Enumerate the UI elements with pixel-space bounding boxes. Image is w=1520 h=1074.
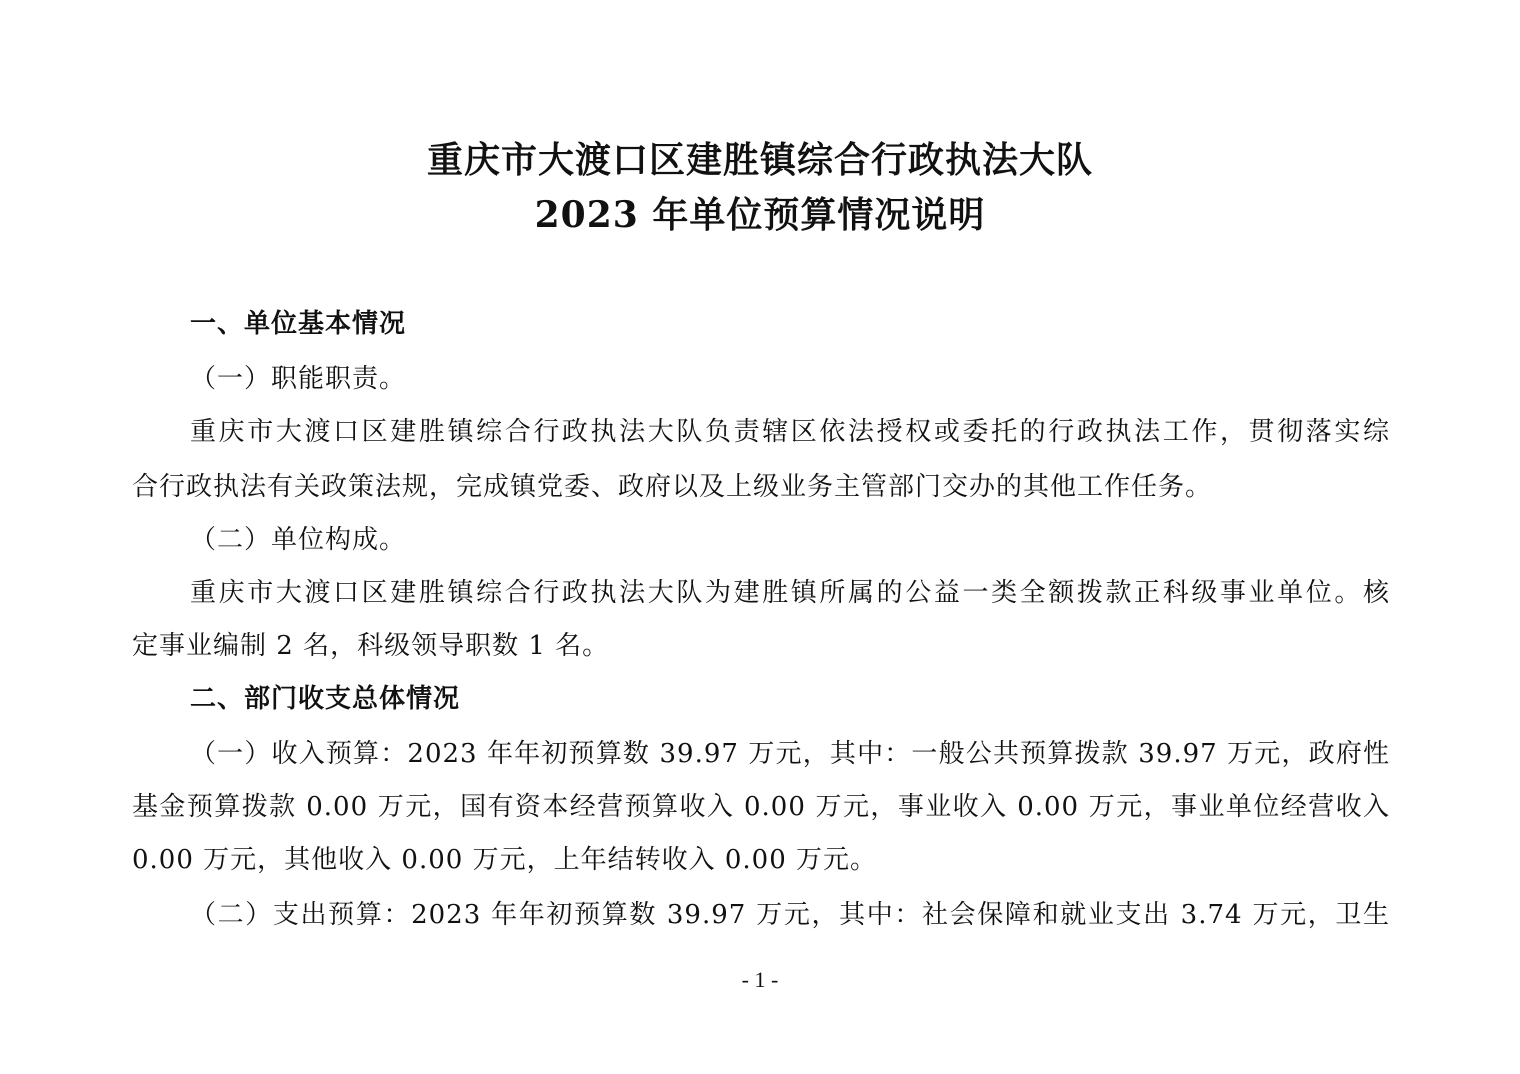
section-heading-budget-overview: 二、部门收支总体情况: [190, 684, 461, 714]
document-title-line-2: 2023 年单位预算情况说明: [534, 194, 986, 236]
paragraph-composition-line-2: 定事业编制 2 名，科级领导职数 1 名。: [132, 631, 610, 661]
document-title-line-1: 重庆市大渡口区建胜镇综合行政执法大队: [426, 139, 1093, 181]
paragraph-expenditure-line-1: （二）支出预算：2023 年年初预算数 39.97 万元，其中：社会保障和就业支出 3.74 万元，卫生: [190, 900, 1390, 930]
paragraph-duties-line-2: 合行政执法有关政策法规，完成镇党委、政府以及上级业务主管部门交办的其他工作任务。: [132, 472, 1213, 502]
paragraph-composition-line-1: 重庆市大渡口区建胜镇综合行政执法大队为建胜镇所属的公益一类全额拨款正科级事业单位。核: [190, 578, 1390, 608]
paragraph-duties-line-1: 重庆市大渡口区建胜镇综合行政执法大队负责辖区依法授权或委托的行政执法工作，贯彻落实综: [190, 417, 1390, 447]
paragraph-income-line-3: 0.00 万元，其他收入 0.00 万元，上年结转收入 0.00 万元。: [132, 845, 877, 875]
subsection-heading-composition: （二）单位构成。: [190, 525, 407, 555]
section-heading-basic-info: 一、单位基本情况: [190, 309, 407, 339]
page-number: - 1 -: [741, 967, 779, 992]
paragraph-income-line-2: 基金预算拨款 0.00 万元，国有资本经营预算收入 0.00 万元，事业收入 0.00 万元，事业单位经营收入: [132, 792, 1390, 822]
paragraph-income-line-1: （一）收入预算：2023 年年初预算数 39.97 万元，其中：一般公共预算拨款 39.97 万元，政府性: [190, 739, 1390, 769]
subsection-heading-duties: （一）职能职责。: [190, 364, 407, 394]
